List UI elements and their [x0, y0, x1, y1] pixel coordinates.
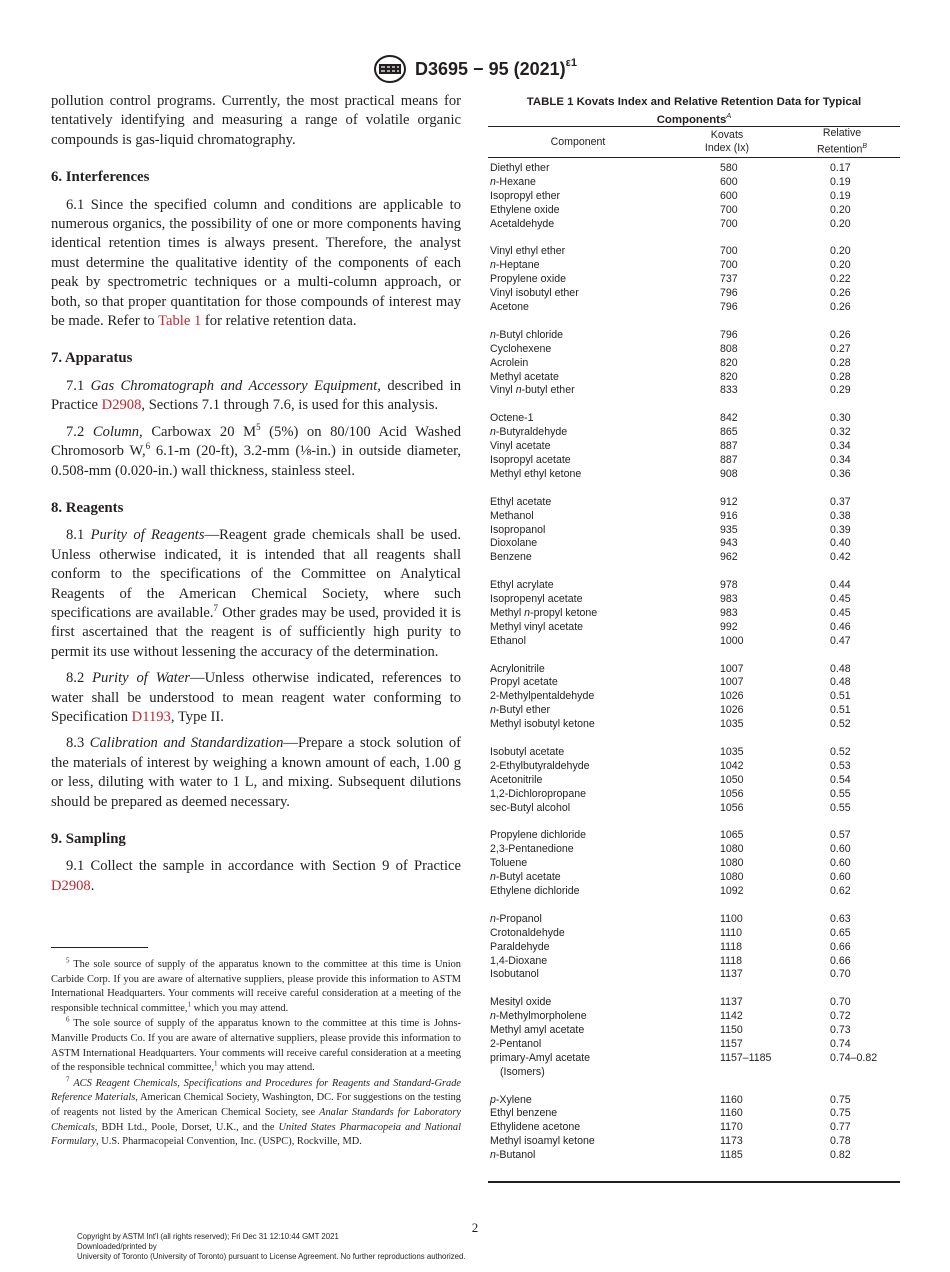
component-cell: 2-Methylpentaldehyde	[490, 690, 595, 703]
retention-cell: 0.30	[830, 412, 851, 425]
table-row	[488, 1135, 900, 1149]
retention-cell: 0.20	[830, 259, 851, 272]
retention-cell: 0.17	[830, 162, 851, 174]
page-number: 2	[471, 1220, 479, 1235]
group-gap	[488, 565, 900, 579]
retention-cell: 0.34	[830, 453, 851, 466]
d2908-link-2[interactable]: D2908	[51, 877, 91, 894]
component-cell: n-Butyraldehyde	[490, 426, 568, 439]
kovats-cell: 1007	[720, 676, 744, 689]
table-row	[488, 371, 900, 385]
kovats-cell: 1118	[720, 954, 742, 967]
footnote-divider	[51, 947, 148, 948]
component-cell: primary-Amyl acetate	[490, 1051, 591, 1064]
component-cell: (Isomers)	[500, 1065, 545, 1078]
retention-cell	[790, 1066, 900, 1080]
component-cell: Acetone	[490, 301, 529, 314]
table-row	[488, 955, 900, 969]
retention-cell: 0.37	[830, 495, 851, 508]
kovats-cell: 580	[720, 162, 738, 174]
kovats-cell: 1042	[720, 759, 744, 772]
component-cell: p-Xylene	[490, 1093, 532, 1106]
kovats-cell	[674, 1066, 790, 1080]
kovats-cell: 1035	[720, 745, 744, 758]
retention-cell: 0.60	[830, 857, 851, 870]
kovats-cell: 808	[720, 342, 738, 355]
paragraph-7-1: 7.1 Gas Chromatograph and Accessory Equipment, described in Practice D2908, Sections 7.1 through 7.6, is used for this analysis.	[51, 377, 461, 414]
d1193-link[interactable]: D1193	[131, 708, 171, 725]
table-row	[488, 245, 900, 259]
retention-cell: 0.34	[830, 440, 851, 453]
retention-cell: 0.29	[830, 384, 851, 397]
retention-cell: 0.70	[830, 968, 851, 981]
table-header	[488, 127, 900, 158]
component-cell: Mesityl oxide	[490, 996, 552, 1009]
table-row	[488, 885, 900, 899]
component-cell: Methyl n-propyl ketone	[490, 606, 598, 619]
component-cell: Toluene	[490, 857, 528, 870]
table-row	[488, 871, 900, 885]
component-cell: 2,3-Pentanedione	[490, 843, 574, 856]
kovats-cell: 978	[720, 579, 738, 592]
kovats-cell: 820	[720, 356, 738, 369]
kovats-cell: 943	[720, 537, 738, 550]
retention-cell: 0.51	[830, 704, 851, 717]
retention-cell: 0.73	[830, 1024, 851, 1037]
kovats-cell: 700	[720, 203, 738, 216]
retention-cell: 0.44	[830, 579, 851, 592]
component-cell: Vinyl isobutyl ether	[490, 287, 579, 300]
table-row	[488, 204, 900, 218]
kovats-cell: 983	[720, 606, 738, 619]
table-row	[488, 551, 900, 565]
retention-cell: 0.66	[830, 954, 851, 967]
component-cell: Acetaldehyde	[490, 217, 555, 230]
section-heading-interferences: 6. Interferences	[51, 169, 150, 186]
kovats-cell: 865	[720, 426, 738, 439]
footnote-6: $^6$ The sole source of supply of the apparatus known to the committee at this time is Johns-Manville Products Co. If you are aware of alternative suppliers, please provide this information to ASTM International Headquarters. Your comments will receive careful consideration at a meeting of the responsible technical committee,$^1$ which you may attend.	[51, 1015, 461, 1074]
table-row	[488, 579, 900, 593]
component-cell: Isopropanol	[490, 523, 546, 536]
component-cell: Benzene	[490, 551, 532, 564]
retention-cell: 0.28	[830, 370, 851, 383]
retention-cell: 0.52	[830, 745, 851, 758]
table-row	[488, 218, 900, 232]
table-row	[488, 190, 900, 204]
component-cell: 2-Pentanol	[490, 1037, 542, 1050]
component-cell: Cyclohexene	[490, 342, 552, 355]
left-column	[51, 92, 461, 896]
component-cell: Methyl isoamyl ketone	[490, 1135, 595, 1148]
retention-cell: 0.82	[830, 1149, 851, 1162]
component-cell: Acrylonitrile	[490, 662, 545, 675]
component-cell: Ethylene dichloride	[490, 885, 580, 897]
table-row	[488, 1024, 900, 1038]
retention-cell: 0.39	[830, 523, 851, 536]
component-cell: 2-Ethylbutyraldehyde	[490, 759, 590, 772]
table-row	[488, 913, 900, 927]
retention-cell: 0.47	[830, 634, 851, 647]
table-row	[488, 384, 900, 398]
table-row	[488, 301, 900, 315]
retention-cell: 0.48	[830, 662, 851, 675]
component-cell: 1,2-Dichloropropane	[490, 787, 586, 800]
component-cell: Isopropyl ether	[490, 189, 561, 202]
component-cell: n-Butyl ether	[490, 704, 551, 717]
component-cell: n-Butyl chloride	[490, 328, 564, 341]
component-cell: Ethylene oxide	[490, 203, 560, 216]
retention-cell: 0.51	[830, 690, 851, 703]
table-row	[488, 524, 900, 538]
component-cell: Acrolein	[490, 356, 529, 369]
table-row	[488, 635, 900, 649]
retention-cell: 0.45	[830, 593, 851, 606]
kovats-cell: 887	[720, 440, 738, 453]
table-row	[488, 329, 900, 343]
retention-cell: 0.52	[830, 718, 851, 731]
table-bottom-rule	[488, 1181, 900, 1183]
group-gap	[488, 899, 900, 913]
paragraph-6-1: 6.1 Since the specified column and conditions are applicable to numerous organics, the possibility of one or more components having identical retention times is always present. Therefore, the analyst must determine the qualitative identity of the components of each peak by spectrometric techniques or a multi-column approach, or both, so that proper quantitation for those compounds of interest may be made. Refer to Table 1 for relative retention data.	[51, 196, 461, 330]
table-row	[488, 1010, 900, 1024]
kovats-cell: 962	[720, 551, 738, 564]
kovats-cell: 600	[720, 189, 738, 202]
kovats-cell: 992	[720, 620, 738, 633]
group-gap	[488, 1080, 900, 1094]
table-row	[488, 537, 900, 551]
group-gap	[488, 315, 900, 329]
component-cell: Octene-1	[490, 412, 534, 425]
table-title: TABLE 1 Kovats Index and Relative Retention Data for Typical Components$^A$	[526, 96, 862, 126]
retention-cell: 0.74–0.82	[830, 1051, 878, 1064]
group-gap	[488, 732, 900, 746]
group-gap	[488, 232, 900, 246]
retention-cell: 0.55	[830, 787, 851, 800]
component-cell: sec-Butyl alcohol	[490, 801, 571, 814]
table-row	[488, 704, 900, 718]
retention-cell: 0.40	[830, 537, 851, 550]
retention-cell: 0.55	[830, 801, 851, 814]
table-row	[488, 1094, 900, 1108]
retention-cell: 0.27	[830, 342, 851, 355]
group-gap	[488, 649, 900, 663]
retention-cell: 0.46	[830, 620, 851, 633]
retention-cell: 0.19	[830, 175, 851, 188]
retention-cell: 0.22	[830, 273, 851, 286]
component-cell: Ethanol	[490, 634, 526, 647]
paragraph-8-1: 8.1 Purity of Reagents—Reagent grade chemicals shall be used. Unless otherwise indicated, it is intended that all reagents shall conform to the specifications of the Committee on Analytical Reagents of the American Chemical Society, where such specifications are available.$^7$ Other grades may be used, provided it is first ascertained that the reagent is of sufficiently high purity to permit its use without lessening the accuracy of the determination.	[51, 527, 461, 660]
component-cell: Propyl acetate	[490, 676, 558, 689]
kovats-cell: 737	[720, 273, 738, 286]
kovats-cell: 1035	[720, 718, 744, 731]
footnote-7: $^7$ ACS Reagent Chemicals, Specifications and Procedures for Reagents and Standard-Grade Reference Materials, American Chemical Society, Washington, DC. For suggestions on the testing of reagents not listed by the American Chemical Society, see Analar Standards for Laboratory Chemicals, BDH Ltd., Poole, Dorset, U.K., and the United States Pharmacopeia and National Formulary, U.S. Pharmacopeial Convention, Inc. (USPC), Rockville, MD.	[51, 1075, 462, 1148]
header-retention: Relative Retention$^B$	[816, 127, 868, 156]
astm-logo-icon	[373, 54, 407, 84]
table-row	[488, 927, 900, 941]
intro-paragraph: pollution control programs. Currently, the most practical means for tentatively identifying and measuring a range of volatile organic compounds is gas-liquid chromatography.	[51, 93, 461, 148]
retention-cell: 0.62	[830, 885, 851, 897]
group-gap	[488, 815, 900, 829]
kovats-cell: 1157	[720, 1037, 743, 1050]
retention-cell: 0.42	[830, 551, 851, 564]
table-row	[488, 1121, 900, 1135]
kovats-cell: 916	[720, 509, 738, 522]
kovats-table	[488, 126, 900, 1183]
kovats-cell: 1080	[720, 857, 744, 870]
footnote-5: $^5$ The sole source of supply of the apparatus known to the committee at this time is Union Carbide Corp. If you are aware of alternative suppliers, please provide this information to ASTM International Headquarters. Your comments will receive careful consideration at a meeting of the responsible technical committee,$^1$ which you may attend.	[51, 956, 461, 1014]
retention-cell: 0.38	[830, 509, 851, 522]
retention-cell: 0.45	[830, 606, 851, 619]
component-cell: Acetonitrile	[490, 773, 543, 786]
kovats-cell: 700	[720, 259, 738, 272]
kovats-cell: 908	[720, 467, 738, 480]
retention-cell: 0.72	[830, 1010, 851, 1023]
retention-cell: 0.63	[830, 912, 851, 925]
table-row	[488, 663, 900, 677]
kovats-cell: 842	[720, 412, 738, 425]
table-row	[488, 690, 900, 704]
table-row	[488, 357, 900, 371]
kovats-cell: 1160	[720, 1093, 743, 1106]
kovats-cell: 1185	[720, 1149, 743, 1162]
paragraph-9-1: 9.1 Collect the sample in accordance with Section 9 of Practice D2908.	[51, 858, 461, 894]
component-cell: Methanol	[490, 509, 534, 522]
d2908-link[interactable]: D2908	[101, 397, 142, 414]
kovats-cell: 600	[720, 175, 738, 188]
kovats-cell: 1137	[720, 996, 743, 1009]
kovats-cell: 796	[720, 287, 738, 300]
kovats-cell: 935	[720, 523, 738, 536]
footnotes	[51, 958, 461, 1151]
kovats-cell: 1065	[720, 829, 744, 842]
kovats-cell: 1100	[720, 912, 743, 925]
paragraph-7-2: 7.2 Column, Carbowax 20 $M^5$ (5%) on 80/100 Acid Washed Chromosorb W,$^6$ 6.1-m (20-ft), 3.2-mm (⅛-in.) in outside diameter, 0.508-mm (0.020-in.) wall thickness, stainless steel.	[51, 421, 461, 479]
kovats-cell: 1118	[720, 940, 742, 953]
table-row	[488, 440, 900, 454]
table-row	[488, 162, 900, 176]
kovats-cell: 1157–1185	[720, 1051, 772, 1064]
header-kovats: Kovats Index (Ix)	[704, 129, 750, 154]
retention-cell: 0.48	[830, 676, 851, 689]
paragraph-8-2: 8.2 Purity of Water—Unless otherwise indicated, references to water shall be understood to mean reagent water conforming to Specification D1193, Type II.	[51, 670, 462, 725]
table-row	[488, 996, 900, 1010]
kovats-cell: 1007	[720, 662, 744, 675]
kovats-cell: 1026	[720, 690, 744, 703]
table-row	[488, 621, 900, 635]
kovats-cell: 796	[720, 301, 738, 314]
table-row	[488, 718, 900, 732]
kovats-cell: 1110	[720, 926, 742, 939]
kovats-cell: 1160	[720, 1107, 743, 1120]
component-cell: Isobutyl acetate	[490, 745, 565, 758]
table-row	[488, 176, 900, 190]
table-row	[488, 788, 900, 802]
retention-cell: 0.26	[830, 328, 851, 341]
component-cell: Isopropenyl acetate	[490, 593, 583, 606]
header-component: Component	[550, 135, 606, 148]
kovats-cell: 1050	[720, 773, 744, 786]
component-cell: Ethyl acetate	[490, 495, 552, 508]
table-row	[488, 593, 900, 607]
retention-cell: 0.20	[830, 245, 851, 258]
component-cell: Methyl ethyl ketone	[490, 467, 582, 480]
component-cell: Ethyl acrylate	[490, 579, 554, 592]
kovats-cell: 1092	[720, 885, 744, 897]
component-cell: n-Heptane	[490, 259, 540, 272]
table-row	[488, 510, 900, 524]
kovats-cell: 1142	[720, 1010, 743, 1023]
retention-cell: 0.26	[830, 287, 851, 300]
table-row	[488, 259, 900, 273]
table-row	[488, 941, 900, 955]
table-row	[488, 607, 900, 621]
table-row	[488, 1107, 900, 1121]
kovats-cell: 1080	[720, 843, 744, 856]
component-cell: Isopropyl acetate	[490, 453, 571, 466]
retention-cell: 0.75	[830, 1107, 851, 1120]
table-row	[488, 802, 900, 816]
table-row	[488, 746, 900, 760]
kovats-cell: 700	[720, 217, 738, 230]
kovats-cell: 1080	[720, 871, 744, 884]
component-cell: Propylene oxide	[490, 273, 566, 286]
group-gap	[488, 982, 900, 996]
table-row	[488, 774, 900, 788]
component-cell: 1,4-Dioxane	[490, 954, 548, 967]
component-cell: Ethylidene acetone	[490, 1121, 581, 1134]
paragraph-8-3: 8.3 Calibration and Standardization—Prepare a stock solution of the materials of interest by weighing a known amount of each, 1.00 g or less, diluting with water to 1 L, and mixing. Subsequent dilutions should be prepared as deemed necessary.	[51, 735, 461, 810]
kovats-cell: 1026	[720, 704, 744, 717]
component-cell: Propylene dichloride	[490, 829, 586, 842]
component-cell: Methyl isobutyl ketone	[490, 718, 595, 731]
retention-cell: 0.75	[830, 1093, 851, 1106]
section-heading-sampling: 9. Sampling	[51, 831, 126, 847]
retention-cell: 0.60	[830, 871, 851, 884]
retention-cell: 0.54	[830, 773, 851, 786]
group-gap	[488, 482, 900, 496]
table-1-link[interactable]: Table 1	[158, 313, 202, 330]
component-cell: n-Butyl acetate	[490, 871, 561, 884]
kovats-cell: 912	[720, 495, 738, 508]
component-cell: n-Butanol	[490, 1149, 536, 1162]
section-heading-apparatus: 7. Apparatus	[51, 350, 133, 367]
kovats-cell: 1150	[720, 1024, 743, 1037]
retention-cell: 0.78	[830, 1135, 851, 1148]
table-row	[488, 287, 900, 301]
kovats-cell: 820	[720, 370, 738, 383]
retention-cell: 0.77	[830, 1121, 851, 1134]
component-cell: Ethyl benzene	[490, 1107, 558, 1120]
retention-cell: 0.36	[830, 467, 851, 480]
kovats-cell: 983	[720, 593, 738, 606]
component-cell: Diethyl ether	[490, 162, 550, 174]
retention-cell: 0.57	[830, 829, 851, 842]
component-cell: Isobutanol	[490, 968, 539, 981]
retention-cell: 0.53	[830, 759, 851, 772]
table-row	[488, 468, 900, 482]
component-cell: Methyl amyl acetate	[490, 1024, 585, 1037]
kovats-cell: 1000	[720, 634, 744, 647]
table-row	[488, 426, 900, 440]
table-row	[488, 343, 900, 357]
component-cell: Vinyl acetate	[490, 440, 551, 453]
kovats-cell: 796	[720, 328, 738, 341]
component-cell: Methyl acetate	[490, 370, 559, 383]
retention-cell: 0.19	[830, 189, 851, 202]
table-body	[488, 158, 900, 1163]
component-cell: Methyl vinyl acetate	[490, 620, 584, 633]
kovats-cell: 1056	[720, 787, 744, 800]
table-row	[488, 1066, 900, 1080]
retention-cell: 0.74	[830, 1037, 851, 1050]
component-cell: n-Hexane	[490, 175, 536, 188]
table-row	[488, 1052, 900, 1066]
component-cell: n-Methylmorpholene	[490, 1010, 587, 1023]
retention-cell: 0.20	[830, 203, 851, 216]
component-cell: n-Propanol	[490, 912, 542, 925]
kovats-cell: 1173	[720, 1135, 743, 1148]
table-row	[488, 857, 900, 871]
table-row	[488, 454, 900, 468]
document-designation: D3695 − 95 $(2021)^{\varepsilon 1}$	[415, 56, 577, 79]
retention-cell: 0.66	[830, 940, 851, 953]
kovats-cell: 1137	[720, 968, 743, 981]
retention-cell: 0.60	[830, 843, 851, 856]
kovats-cell: 1170	[720, 1121, 743, 1134]
table-row	[488, 273, 900, 287]
table-row	[488, 412, 900, 426]
kovats-cell: 1056	[720, 801, 744, 814]
component-cell: Paraldehyde	[490, 940, 550, 953]
component-cell: Dioxolane	[490, 537, 538, 550]
table-row	[488, 1038, 900, 1052]
kovats-cell: 833	[720, 384, 738, 397]
retention-cell: 0.70	[830, 996, 851, 1009]
table-row	[488, 496, 900, 510]
copyright-notice: Copyright by ASTM Int'l (all rights reserved); Fri Dec 31 12:10:44 GMT 2021 Downloaded/printed by University of Toronto (University of Toronto) pursuant to License Agreement. No further reproductions authorized.	[77, 1232, 466, 1261]
table-row	[488, 676, 900, 690]
component-cell: Vinyl n-butyl ether	[490, 384, 575, 397]
kovats-cell: 700	[720, 245, 738, 258]
retention-cell: 0.26	[830, 301, 851, 314]
section-heading-reagents: 8. Reagents	[51, 499, 124, 516]
retention-cell: 0.32	[830, 426, 851, 439]
group-gap	[488, 398, 900, 412]
retention-cell: 0.20	[830, 217, 851, 230]
table-row	[488, 829, 900, 843]
retention-cell: 0.65	[830, 926, 851, 939]
table-row	[488, 1149, 900, 1163]
component-cell: Crotonaldehyde	[490, 926, 565, 939]
component-cell: Vinyl ethyl ether	[490, 245, 566, 258]
page-header	[0, 54, 950, 84]
kovats-cell: 887	[720, 453, 738, 466]
table-row	[488, 760, 900, 774]
table-row	[488, 843, 900, 857]
retention-cell: 0.28	[830, 356, 851, 369]
table-row	[488, 968, 900, 982]
